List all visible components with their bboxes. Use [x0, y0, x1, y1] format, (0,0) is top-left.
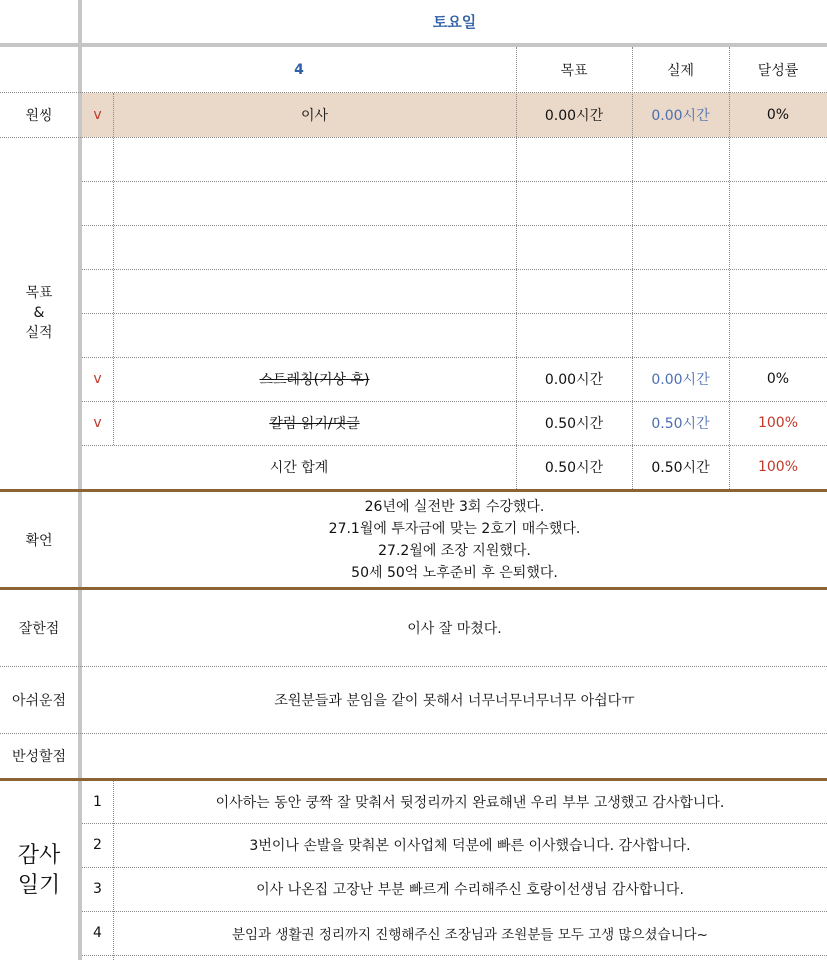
gratitude-label-line1: 감사: [17, 842, 61, 868]
goal-task[interactable]: [113, 137, 516, 181]
row-line: [82, 955, 827, 956]
gratitude-text[interactable]: 이사 나온집 고장난 부분 빠르게 수리해주신 호랑이선생님 감사합니다.: [256, 882, 684, 898]
day-header: 토요일: [432, 13, 477, 31]
goal-target[interactable]: 0.00시간: [544, 372, 604, 388]
goal-actual[interactable]: [632, 225, 729, 269]
total-actual: 0.50시간: [651, 460, 710, 476]
goals-label-line3: 실적: [25, 325, 53, 341]
goal-actual[interactable]: 0.00시간: [651, 372, 710, 388]
goal-actual[interactable]: [632, 269, 729, 313]
good-point-label: 잘한점: [18, 621, 60, 637]
gratitude-num: 1: [93, 794, 102, 810]
total-label: 시간 합계: [269, 460, 329, 476]
goal-actual[interactable]: [632, 137, 729, 181]
goal-actual[interactable]: 0.50시간: [651, 416, 710, 432]
goal-task[interactable]: [113, 269, 516, 313]
gratitude-num: 3: [93, 881, 102, 897]
goal-check[interactable]: v: [93, 415, 102, 431]
reflect-point-label: 반성할점: [11, 748, 67, 765]
affirmation-line: 27.2월에 조장 지원했다.: [378, 542, 531, 559]
goal-check[interactable]: [82, 269, 113, 313]
gratitude-num: 2: [93, 837, 102, 853]
goal-rate: 0%: [766, 371, 790, 387]
wonsing-target[interactable]: 0.00시간: [544, 108, 604, 124]
affirmation-line: 27.1월에 투자금에 맞는 2호기 매수했다.: [328, 520, 581, 537]
goal-target[interactable]: [516, 137, 632, 181]
wonsing-rate: 0%: [766, 107, 790, 123]
affirmation-text[interactable]: [82, 492, 827, 587]
total-target: 0.50시간: [544, 460, 604, 476]
goal-task[interactable]: [113, 181, 516, 225]
goal-rate: [729, 225, 827, 269]
reflect-point-text[interactable]: [82, 733, 827, 778]
gratitude-label-line2: 일기: [17, 872, 61, 898]
regret-point-text[interactable]: 조원분들과 분임을 같이 못해서 너무너무너무너무 아쉽다ㅠ: [274, 692, 635, 709]
goals-label-line1: 목표: [25, 285, 53, 301]
goal-rate: [729, 181, 827, 225]
goal-task[interactable]: [113, 225, 516, 269]
goal-task[interactable]: [113, 313, 516, 357]
gratitude-text[interactable]: 3번이나 손발을 맞춰본 이사업체 덕분에 빠른 이사했습니다. 감사합니다.: [249, 838, 691, 854]
goal-check[interactable]: v: [93, 371, 102, 387]
goals-label-line2: &: [33, 305, 45, 321]
gratitude-num: 4: [93, 925, 102, 941]
goal-task[interactable]: 스트레칭(기상 후): [259, 372, 370, 388]
wonsing-task[interactable]: 이사: [300, 108, 329, 124]
good-point-text[interactable]: 이사 잘 마쳤다.: [407, 621, 502, 637]
gratitude-text[interactable]: 이사하는 동안 쿵짝 잘 맞춰서 뒷정리까지 완료해낸 우리 부부 고생했고 감사합니다.: [215, 795, 725, 811]
goals-label: [0, 137, 78, 489]
gratitude-label: [0, 781, 78, 960]
goal-target[interactable]: [516, 225, 632, 269]
goal-rate: [729, 137, 827, 181]
total-rate: 100%: [757, 459, 799, 475]
goal-actual[interactable]: [632, 181, 729, 225]
affirmation-line: 26년에 실전반 3회 수강했다.: [364, 498, 545, 515]
goal-target[interactable]: 0.50시간: [544, 416, 604, 432]
goal-actual[interactable]: [632, 313, 729, 357]
goal-rate: 100%: [757, 415, 799, 431]
goal-rate: [729, 269, 827, 313]
column-header-target: 목표: [560, 62, 588, 79]
goal-target[interactable]: [516, 313, 632, 357]
affirmation-label: 확언: [25, 532, 53, 549]
affirmation-line: 50세 50억 노후준비 후 은퇴했다.: [351, 564, 558, 581]
gratitude-text[interactable]: 분임과 생활권 정리까지 진행해주신 조장님과 조원분들 모두 고생 많으셨습니다~: [232, 927, 708, 943]
column-header-number: 4: [294, 61, 304, 78]
goal-target[interactable]: [516, 181, 632, 225]
wonsing-label: 원씽: [25, 108, 53, 124]
wonsing-actual[interactable]: 0.00시간: [651, 108, 710, 124]
goal-check[interactable]: [82, 313, 113, 357]
goal-check[interactable]: [82, 225, 113, 269]
goal-rate: [729, 313, 827, 357]
column-header-actual: 실제: [666, 62, 695, 79]
goal-check[interactable]: [82, 137, 113, 181]
column-header-rate: 달성률: [757, 62, 799, 79]
wonsing-check[interactable]: v: [93, 107, 102, 123]
goal-check[interactable]: [82, 181, 113, 225]
goal-task[interactable]: 칼럼 읽기/댓글: [269, 416, 360, 432]
regret-point-label: 아쉬운점: [11, 692, 67, 709]
goal-target[interactable]: [516, 269, 632, 313]
